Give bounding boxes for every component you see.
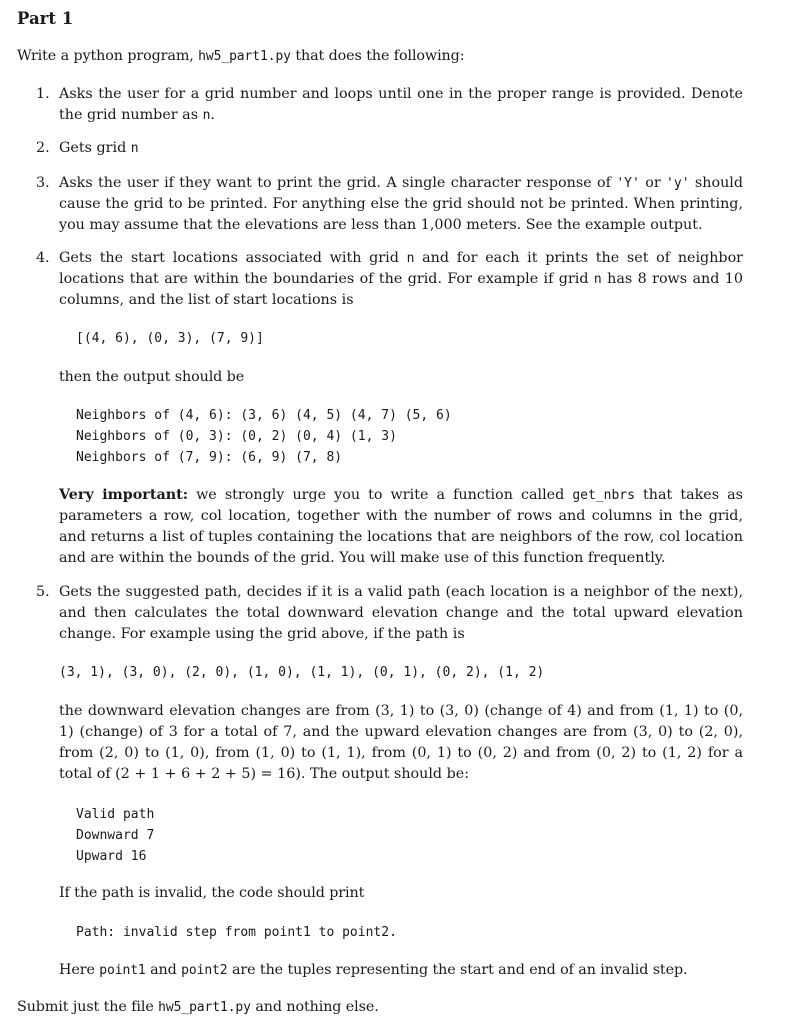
here-note: Here point1 and point2 are the tuples representing the start and end of an invalid step. — [59, 962, 688, 978]
function-name: get_nbrs — [572, 488, 635, 503]
item-number: 4. — [36, 250, 50, 266]
neighbors-output-line: Neighbors of (4, 6): (3, 6) (4, 5) (4, 7) (5, 6) — [76, 408, 452, 423]
invalid-intro-text: If the path is invalid, the code should print — [59, 885, 365, 901]
item-number: 2. — [36, 140, 50, 156]
elevation-explanation: the downward elevation changes are from (3, 1) to (3, 0) (change of 4) and from (1, 1) to (0, 1) (change) of 3 for a total of 7, and the upward elevation changes are from (3, 0) to (2, 0), from (2, 0) to (1, 0), from (1, 0) to (1, 1), from (0, 1) to (0, 2) and from (0, 2) to (1, 2) for a total of (2 + 1 + 6 + 2 + 5) = 16). The output should be: — [59, 703, 743, 782]
item-number: 5. — [36, 584, 50, 600]
submit-filename: hw5_part1.py — [158, 1000, 251, 1015]
item-number: 3. — [36, 175, 50, 191]
neighbors-output-line: Neighbors of (0, 3): (0, 2) (0, 4) (1, 3) — [76, 429, 397, 444]
intro-paragraph: Write a python program, hw5_part1.py that does the following: — [17, 48, 465, 64]
neighbors-output-line: Neighbors of (7, 9): (6, 9) (7, 8) — [76, 450, 343, 465]
list-item-3: Asks the user if they want to print the grid. A single character response of 'Y' or 'y' should cause the grid to be printed. For anything else the grid should not be printed. When printing, you may assume that the elevations are less than 1,000 meters. See the example output. — [59, 175, 743, 233]
path-code: (3, 1), (3, 0), (2, 0), (1, 0), (1, 1), (0, 1), (0, 2), (1, 2) — [59, 665, 545, 680]
valid-output-line: Valid path — [76, 807, 155, 822]
invalid-output-code: Path: invalid step from point1 to point2. — [76, 925, 397, 940]
program-filename: hw5_part1.py — [198, 49, 291, 64]
item-number: 1. — [36, 86, 50, 102]
then-output-text: then the output should be — [59, 369, 245, 385]
list-item-4: Gets the start locations associated with grid n and for each it prints the set of neighbor locations that are within the boundaries of the grid. For example if grid n has 8 rows and 10 columns, and the list of start locations is — [59, 250, 744, 308]
part-heading: Part 1 — [17, 9, 74, 28]
valid-output-line: Upward 16 — [76, 849, 147, 864]
submit-note: Submit just the file hw5_part1.py and nothing else. — [17, 999, 379, 1015]
list-item-5: Gets the suggested path, decides if it is a valid path (each location is a neighbor of the next), and then calculates the total downward elevation change and the total upward elevation change. For example using the grid above, if the path is — [59, 584, 743, 642]
important-note: Very important: we strongly urge you to write a function called get_nbrs that takes as parameters a row, col location, together with the number of rows and columns in the grid, and returns a list of tuples containing the locations that are neighbors of the row, col location and are within the bounds of the grid. You will make use of this function frequently. — [59, 487, 743, 566]
list-item-1: Asks the user for a grid number and loops until one in the proper range is provided. Denote the grid number as n. — [59, 86, 743, 123]
valid-output-line: Downward 7 — [76, 828, 155, 843]
list-item-2: Gets grid n — [59, 140, 139, 156]
start-locations-code: [(4, 6), (0, 3), (7, 9)] — [76, 331, 264, 346]
